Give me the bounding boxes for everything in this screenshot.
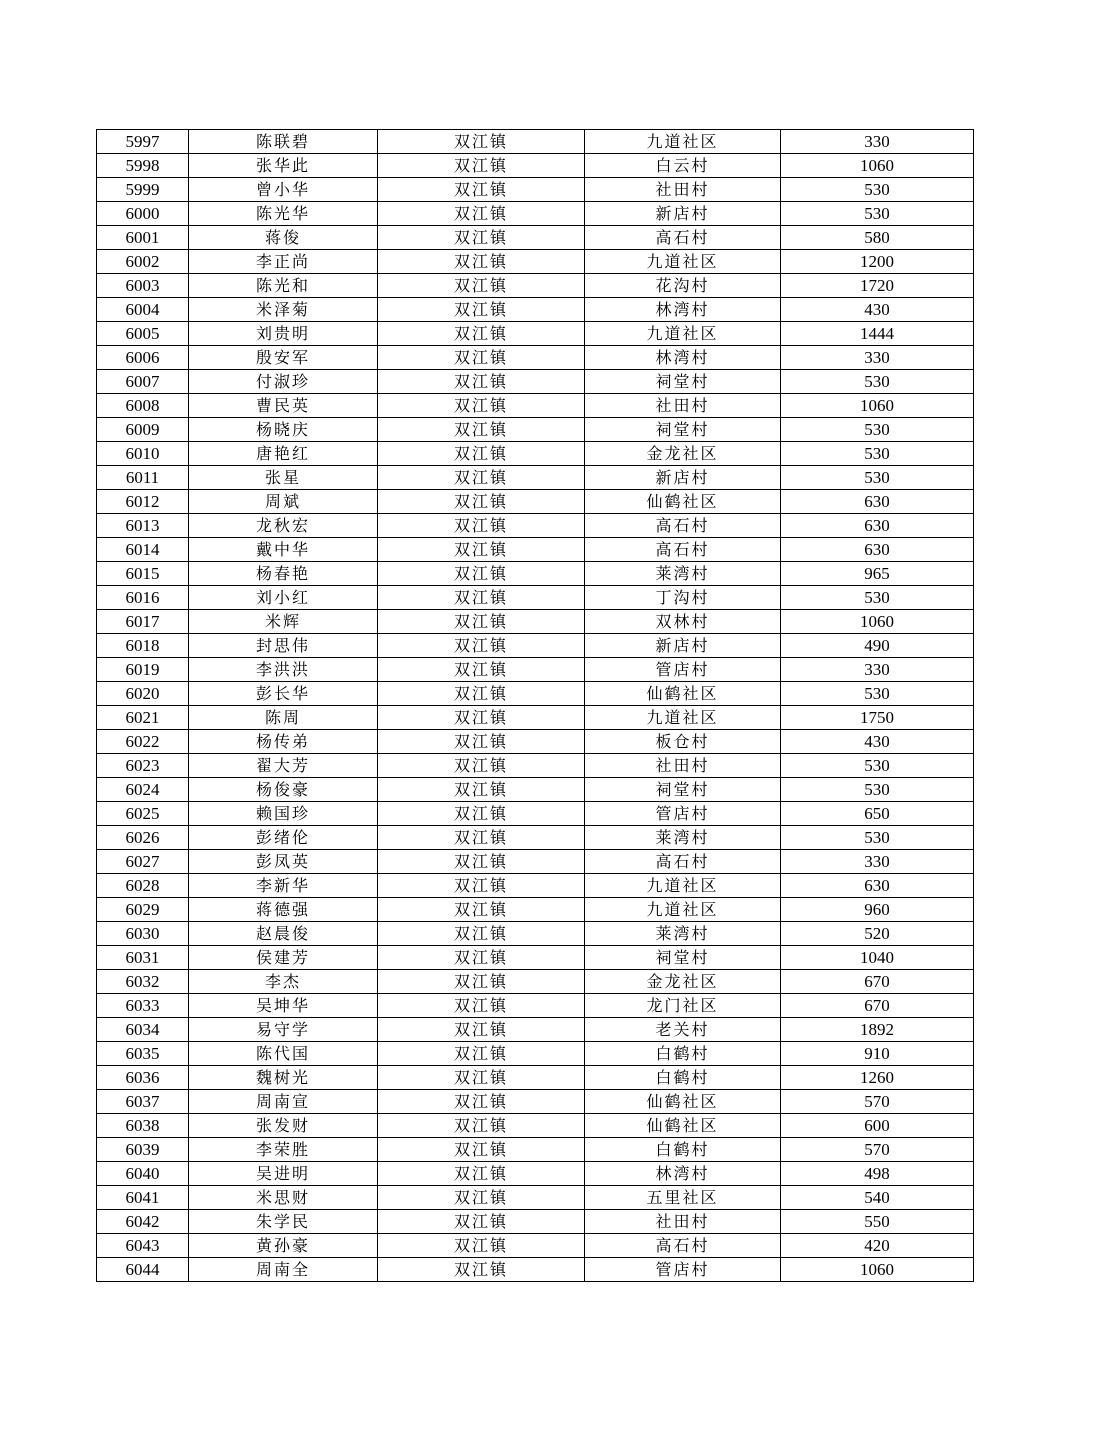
amount-cell: 570 xyxy=(781,1090,974,1114)
village-cell: 仙鹤社区 xyxy=(585,1114,781,1138)
table-row xyxy=(97,946,974,970)
row-number-cell: 6044 xyxy=(97,1258,189,1282)
village-cell: 九道社区 xyxy=(585,898,781,922)
town-cell: 双江镇 xyxy=(378,226,585,250)
amount-cell: 1892 xyxy=(781,1018,974,1042)
town-cell: 双江镇 xyxy=(378,874,585,898)
row-number-cell: 6018 xyxy=(97,634,189,658)
town-cell: 双江镇 xyxy=(378,586,585,610)
amount-cell: 430 xyxy=(781,298,974,322)
town-cell: 双江镇 xyxy=(378,1066,585,1090)
row-number-cell: 6022 xyxy=(97,730,189,754)
village-cell: 板仓村 xyxy=(585,730,781,754)
amount-cell: 960 xyxy=(781,898,974,922)
row-number-cell: 6005 xyxy=(97,322,189,346)
village-cell: 新店村 xyxy=(585,466,781,490)
village-cell: 仙鹤社区 xyxy=(585,490,781,514)
town-cell: 双江镇 xyxy=(378,1090,585,1114)
town-cell: 双江镇 xyxy=(378,1162,585,1186)
village-cell: 白鹤村 xyxy=(585,1138,781,1162)
town-cell: 双江镇 xyxy=(378,850,585,874)
town-cell: 双江镇 xyxy=(378,202,585,226)
table-row xyxy=(97,466,974,490)
row-number-cell: 6034 xyxy=(97,1018,189,1042)
town-cell: 双江镇 xyxy=(378,658,585,682)
table-row xyxy=(97,1090,974,1114)
name-cell: 蒋德强 xyxy=(189,898,378,922)
row-number-cell: 6023 xyxy=(97,754,189,778)
row-number-cell: 6032 xyxy=(97,970,189,994)
row-number-cell: 6019 xyxy=(97,658,189,682)
amount-cell: 520 xyxy=(781,922,974,946)
table-row xyxy=(97,130,974,154)
table-row xyxy=(97,250,974,274)
village-cell: 林湾村 xyxy=(585,298,781,322)
table-row xyxy=(97,970,974,994)
name-cell: 吴进明 xyxy=(189,1162,378,1186)
village-cell: 九道社区 xyxy=(585,874,781,898)
row-number-cell: 6026 xyxy=(97,826,189,850)
row-number-cell: 6000 xyxy=(97,202,189,226)
town-cell: 双江镇 xyxy=(378,322,585,346)
amount-cell: 330 xyxy=(781,130,974,154)
row-number-cell: 6031 xyxy=(97,946,189,970)
name-cell: 彭凤英 xyxy=(189,850,378,874)
village-cell: 祠堂村 xyxy=(585,370,781,394)
amount-cell: 1060 xyxy=(781,394,974,418)
row-number-cell: 6004 xyxy=(97,298,189,322)
row-number-cell: 6007 xyxy=(97,370,189,394)
row-number-cell: 6030 xyxy=(97,922,189,946)
amount-cell: 530 xyxy=(781,778,974,802)
name-cell: 陈周 xyxy=(189,706,378,730)
table-row xyxy=(97,826,974,850)
village-cell: 林湾村 xyxy=(585,346,781,370)
village-cell: 管店村 xyxy=(585,1258,781,1282)
amount-cell: 550 xyxy=(781,1210,974,1234)
village-cell: 仙鹤社区 xyxy=(585,1090,781,1114)
amount-cell: 630 xyxy=(781,514,974,538)
village-cell: 莱湾村 xyxy=(585,826,781,850)
table-row xyxy=(97,682,974,706)
table-row xyxy=(97,562,974,586)
table-row xyxy=(97,514,974,538)
town-cell: 双江镇 xyxy=(378,298,585,322)
town-cell: 双江镇 xyxy=(378,538,585,562)
row-number-cell: 6002 xyxy=(97,250,189,274)
amount-cell: 330 xyxy=(781,850,974,874)
amount-cell: 965 xyxy=(781,562,974,586)
name-cell: 曾小华 xyxy=(189,178,378,202)
town-cell: 双江镇 xyxy=(378,1234,585,1258)
amount-cell: 1720 xyxy=(781,274,974,298)
village-cell: 九道社区 xyxy=(585,130,781,154)
village-cell: 双林村 xyxy=(585,610,781,634)
name-cell: 米思财 xyxy=(189,1186,378,1210)
name-cell: 张星 xyxy=(189,466,378,490)
name-cell: 周南全 xyxy=(189,1258,378,1282)
town-cell: 双江镇 xyxy=(378,394,585,418)
table-row xyxy=(97,610,974,634)
village-cell: 高石村 xyxy=(585,850,781,874)
data-table-container xyxy=(96,129,973,1282)
village-cell: 白鹤村 xyxy=(585,1066,781,1090)
amount-cell: 530 xyxy=(781,202,974,226)
name-cell: 李荣胜 xyxy=(189,1138,378,1162)
amount-cell: 670 xyxy=(781,994,974,1018)
row-number-cell: 6029 xyxy=(97,898,189,922)
town-cell: 双江镇 xyxy=(378,466,585,490)
name-cell: 翟大芳 xyxy=(189,754,378,778)
table-row xyxy=(97,298,974,322)
table-row xyxy=(97,322,974,346)
data-table xyxy=(96,129,974,1282)
village-cell: 金龙社区 xyxy=(585,970,781,994)
village-cell: 新店村 xyxy=(585,634,781,658)
row-number-cell: 6020 xyxy=(97,682,189,706)
row-number-cell: 5997 xyxy=(97,130,189,154)
village-cell: 管店村 xyxy=(585,802,781,826)
name-cell: 李杰 xyxy=(189,970,378,994)
row-number-cell: 6021 xyxy=(97,706,189,730)
amount-cell: 530 xyxy=(781,586,974,610)
name-cell: 刘贵明 xyxy=(189,322,378,346)
town-cell: 双江镇 xyxy=(378,682,585,706)
name-cell: 杨晓庆 xyxy=(189,418,378,442)
table-row xyxy=(97,994,974,1018)
name-cell: 彭长华 xyxy=(189,682,378,706)
amount-cell: 1060 xyxy=(781,154,974,178)
table-row xyxy=(97,154,974,178)
name-cell: 付淑珍 xyxy=(189,370,378,394)
amount-cell: 1060 xyxy=(781,610,974,634)
row-number-cell: 6009 xyxy=(97,418,189,442)
town-cell: 双江镇 xyxy=(378,370,585,394)
table-row xyxy=(97,274,974,298)
town-cell: 双江镇 xyxy=(378,970,585,994)
row-number-cell: 6035 xyxy=(97,1042,189,1066)
town-cell: 双江镇 xyxy=(378,778,585,802)
row-number-cell: 6038 xyxy=(97,1114,189,1138)
amount-cell: 1200 xyxy=(781,250,974,274)
town-cell: 双江镇 xyxy=(378,1186,585,1210)
amount-cell: 430 xyxy=(781,730,974,754)
name-cell: 周南宣 xyxy=(189,1090,378,1114)
village-cell: 莱湾村 xyxy=(585,922,781,946)
row-number-cell: 6008 xyxy=(97,394,189,418)
table-row xyxy=(97,1210,974,1234)
name-cell: 戴中华 xyxy=(189,538,378,562)
amount-cell: 530 xyxy=(781,754,974,778)
amount-cell: 490 xyxy=(781,634,974,658)
village-cell: 社田村 xyxy=(585,394,781,418)
amount-cell: 580 xyxy=(781,226,974,250)
name-cell: 李新华 xyxy=(189,874,378,898)
village-cell: 祠堂村 xyxy=(585,946,781,970)
amount-cell: 330 xyxy=(781,346,974,370)
village-cell: 新店村 xyxy=(585,202,781,226)
town-cell: 双江镇 xyxy=(378,442,585,466)
name-cell: 吴坤华 xyxy=(189,994,378,1018)
town-cell: 双江镇 xyxy=(378,1258,585,1282)
amount-cell: 498 xyxy=(781,1162,974,1186)
name-cell: 赖国珍 xyxy=(189,802,378,826)
amount-cell: 530 xyxy=(781,466,974,490)
village-cell: 社田村 xyxy=(585,1210,781,1234)
name-cell: 侯建芳 xyxy=(189,946,378,970)
village-cell: 九道社区 xyxy=(585,322,781,346)
table-row xyxy=(97,874,974,898)
row-number-cell: 6010 xyxy=(97,442,189,466)
town-cell: 双江镇 xyxy=(378,1114,585,1138)
town-cell: 双江镇 xyxy=(378,1042,585,1066)
town-cell: 双江镇 xyxy=(378,490,585,514)
table-row xyxy=(97,394,974,418)
name-cell: 黄孙豪 xyxy=(189,1234,378,1258)
table-row xyxy=(97,586,974,610)
name-cell: 唐艳红 xyxy=(189,442,378,466)
amount-cell: 530 xyxy=(781,442,974,466)
town-cell: 双江镇 xyxy=(378,922,585,946)
name-cell: 陈光和 xyxy=(189,274,378,298)
amount-cell: 600 xyxy=(781,1114,974,1138)
village-cell: 龙门社区 xyxy=(585,994,781,1018)
table-row xyxy=(97,178,974,202)
amount-cell: 1260 xyxy=(781,1066,974,1090)
name-cell: 陈联碧 xyxy=(189,130,378,154)
name-cell: 刘小红 xyxy=(189,586,378,610)
table-row xyxy=(97,1162,974,1186)
amount-cell: 420 xyxy=(781,1234,974,1258)
name-cell: 封思伟 xyxy=(189,634,378,658)
row-number-cell: 6017 xyxy=(97,610,189,634)
table-row xyxy=(97,346,974,370)
table-row xyxy=(97,1138,974,1162)
town-cell: 双江镇 xyxy=(378,418,585,442)
town-cell: 双江镇 xyxy=(378,514,585,538)
row-number-cell: 6014 xyxy=(97,538,189,562)
town-cell: 双江镇 xyxy=(378,1138,585,1162)
table-row xyxy=(97,226,974,250)
row-number-cell: 6028 xyxy=(97,874,189,898)
amount-cell: 530 xyxy=(781,370,974,394)
amount-cell: 570 xyxy=(781,1138,974,1162)
name-cell: 米辉 xyxy=(189,610,378,634)
row-number-cell: 6011 xyxy=(97,466,189,490)
table-row xyxy=(97,1186,974,1210)
amount-cell: 650 xyxy=(781,802,974,826)
row-number-cell: 6003 xyxy=(97,274,189,298)
name-cell: 周斌 xyxy=(189,490,378,514)
row-number-cell: 6015 xyxy=(97,562,189,586)
row-number-cell: 6042 xyxy=(97,1210,189,1234)
name-cell: 米泽菊 xyxy=(189,298,378,322)
village-cell: 五里社区 xyxy=(585,1186,781,1210)
amount-cell: 630 xyxy=(781,490,974,514)
amount-cell: 1040 xyxy=(781,946,974,970)
row-number-cell: 6037 xyxy=(97,1090,189,1114)
town-cell: 双江镇 xyxy=(378,706,585,730)
table-row xyxy=(97,658,974,682)
table-row xyxy=(97,418,974,442)
town-cell: 双江镇 xyxy=(378,610,585,634)
name-cell: 杨春艳 xyxy=(189,562,378,586)
table-row xyxy=(97,706,974,730)
row-number-cell: 6024 xyxy=(97,778,189,802)
table-row xyxy=(97,1018,974,1042)
name-cell: 张发财 xyxy=(189,1114,378,1138)
row-number-cell: 6013 xyxy=(97,514,189,538)
row-number-cell: 6016 xyxy=(97,586,189,610)
town-cell: 双江镇 xyxy=(378,1210,585,1234)
table-row xyxy=(97,1234,974,1258)
village-cell: 仙鹤社区 xyxy=(585,682,781,706)
village-cell: 高石村 xyxy=(585,538,781,562)
town-cell: 双江镇 xyxy=(378,178,585,202)
town-cell: 双江镇 xyxy=(378,346,585,370)
table-row xyxy=(97,1066,974,1090)
town-cell: 双江镇 xyxy=(378,1018,585,1042)
village-cell: 白鹤村 xyxy=(585,1042,781,1066)
village-cell: 莱湾村 xyxy=(585,562,781,586)
table-row xyxy=(97,850,974,874)
village-cell: 九道社区 xyxy=(585,250,781,274)
amount-cell: 530 xyxy=(781,826,974,850)
row-number-cell: 5998 xyxy=(97,154,189,178)
name-cell: 龙秋宏 xyxy=(189,514,378,538)
town-cell: 双江镇 xyxy=(378,274,585,298)
name-cell: 杨俊豪 xyxy=(189,778,378,802)
village-cell: 管店村 xyxy=(585,658,781,682)
village-cell: 祠堂村 xyxy=(585,418,781,442)
amount-cell: 530 xyxy=(781,418,974,442)
amount-cell: 1060 xyxy=(781,1258,974,1282)
town-cell: 双江镇 xyxy=(378,634,585,658)
table-row xyxy=(97,490,974,514)
amount-cell: 670 xyxy=(781,970,974,994)
amount-cell: 910 xyxy=(781,1042,974,1066)
name-cell: 陈代国 xyxy=(189,1042,378,1066)
town-cell: 双江镇 xyxy=(378,562,585,586)
town-cell: 双江镇 xyxy=(378,730,585,754)
amount-cell: 1444 xyxy=(781,322,974,346)
village-cell: 社田村 xyxy=(585,178,781,202)
village-cell: 祠堂村 xyxy=(585,778,781,802)
name-cell: 李正尚 xyxy=(189,250,378,274)
town-cell: 双江镇 xyxy=(378,154,585,178)
table-body xyxy=(97,130,974,1282)
table-row xyxy=(97,1114,974,1138)
amount-cell: 530 xyxy=(781,682,974,706)
amount-cell: 630 xyxy=(781,874,974,898)
name-cell: 曹民英 xyxy=(189,394,378,418)
village-cell: 九道社区 xyxy=(585,706,781,730)
village-cell: 丁沟村 xyxy=(585,586,781,610)
village-cell: 白云村 xyxy=(585,154,781,178)
village-cell: 金龙社区 xyxy=(585,442,781,466)
name-cell: 赵晨俊 xyxy=(189,922,378,946)
village-cell: 高石村 xyxy=(585,226,781,250)
name-cell: 陈光华 xyxy=(189,202,378,226)
row-number-cell: 6036 xyxy=(97,1066,189,1090)
name-cell: 张华此 xyxy=(189,154,378,178)
town-cell: 双江镇 xyxy=(378,250,585,274)
village-cell: 高石村 xyxy=(585,1234,781,1258)
name-cell: 魏树光 xyxy=(189,1066,378,1090)
row-number-cell: 6039 xyxy=(97,1138,189,1162)
table-row xyxy=(97,898,974,922)
table-row xyxy=(97,922,974,946)
table-row xyxy=(97,730,974,754)
table-row xyxy=(97,754,974,778)
row-number-cell: 5999 xyxy=(97,178,189,202)
table-row xyxy=(97,1258,974,1282)
village-cell: 社田村 xyxy=(585,754,781,778)
town-cell: 双江镇 xyxy=(378,994,585,1018)
amount-cell: 530 xyxy=(781,178,974,202)
town-cell: 双江镇 xyxy=(378,802,585,826)
row-number-cell: 6027 xyxy=(97,850,189,874)
name-cell: 蒋俊 xyxy=(189,226,378,250)
row-number-cell: 6001 xyxy=(97,226,189,250)
town-cell: 双江镇 xyxy=(378,130,585,154)
table-row xyxy=(97,202,974,226)
name-cell: 易守学 xyxy=(189,1018,378,1042)
row-number-cell: 6006 xyxy=(97,346,189,370)
row-number-cell: 6041 xyxy=(97,1186,189,1210)
name-cell: 彭绪伦 xyxy=(189,826,378,850)
table-row xyxy=(97,442,974,466)
village-cell: 高石村 xyxy=(585,514,781,538)
town-cell: 双江镇 xyxy=(378,946,585,970)
table-row xyxy=(97,370,974,394)
amount-cell: 540 xyxy=(781,1186,974,1210)
town-cell: 双江镇 xyxy=(378,754,585,778)
row-number-cell: 6043 xyxy=(97,1234,189,1258)
table-row xyxy=(97,802,974,826)
name-cell: 李洪洪 xyxy=(189,658,378,682)
row-number-cell: 6025 xyxy=(97,802,189,826)
table-row xyxy=(97,538,974,562)
amount-cell: 630 xyxy=(781,538,974,562)
row-number-cell: 6012 xyxy=(97,490,189,514)
amount-cell: 1750 xyxy=(781,706,974,730)
town-cell: 双江镇 xyxy=(378,898,585,922)
row-number-cell: 6040 xyxy=(97,1162,189,1186)
name-cell: 朱学民 xyxy=(189,1210,378,1234)
amount-cell: 330 xyxy=(781,658,974,682)
table-row xyxy=(97,634,974,658)
table-row xyxy=(97,1042,974,1066)
village-cell: 林湾村 xyxy=(585,1162,781,1186)
name-cell: 杨传弟 xyxy=(189,730,378,754)
town-cell: 双江镇 xyxy=(378,826,585,850)
village-cell: 花沟村 xyxy=(585,274,781,298)
village-cell: 老关村 xyxy=(585,1018,781,1042)
name-cell: 殷安军 xyxy=(189,346,378,370)
row-number-cell: 6033 xyxy=(97,994,189,1018)
table-row xyxy=(97,778,974,802)
